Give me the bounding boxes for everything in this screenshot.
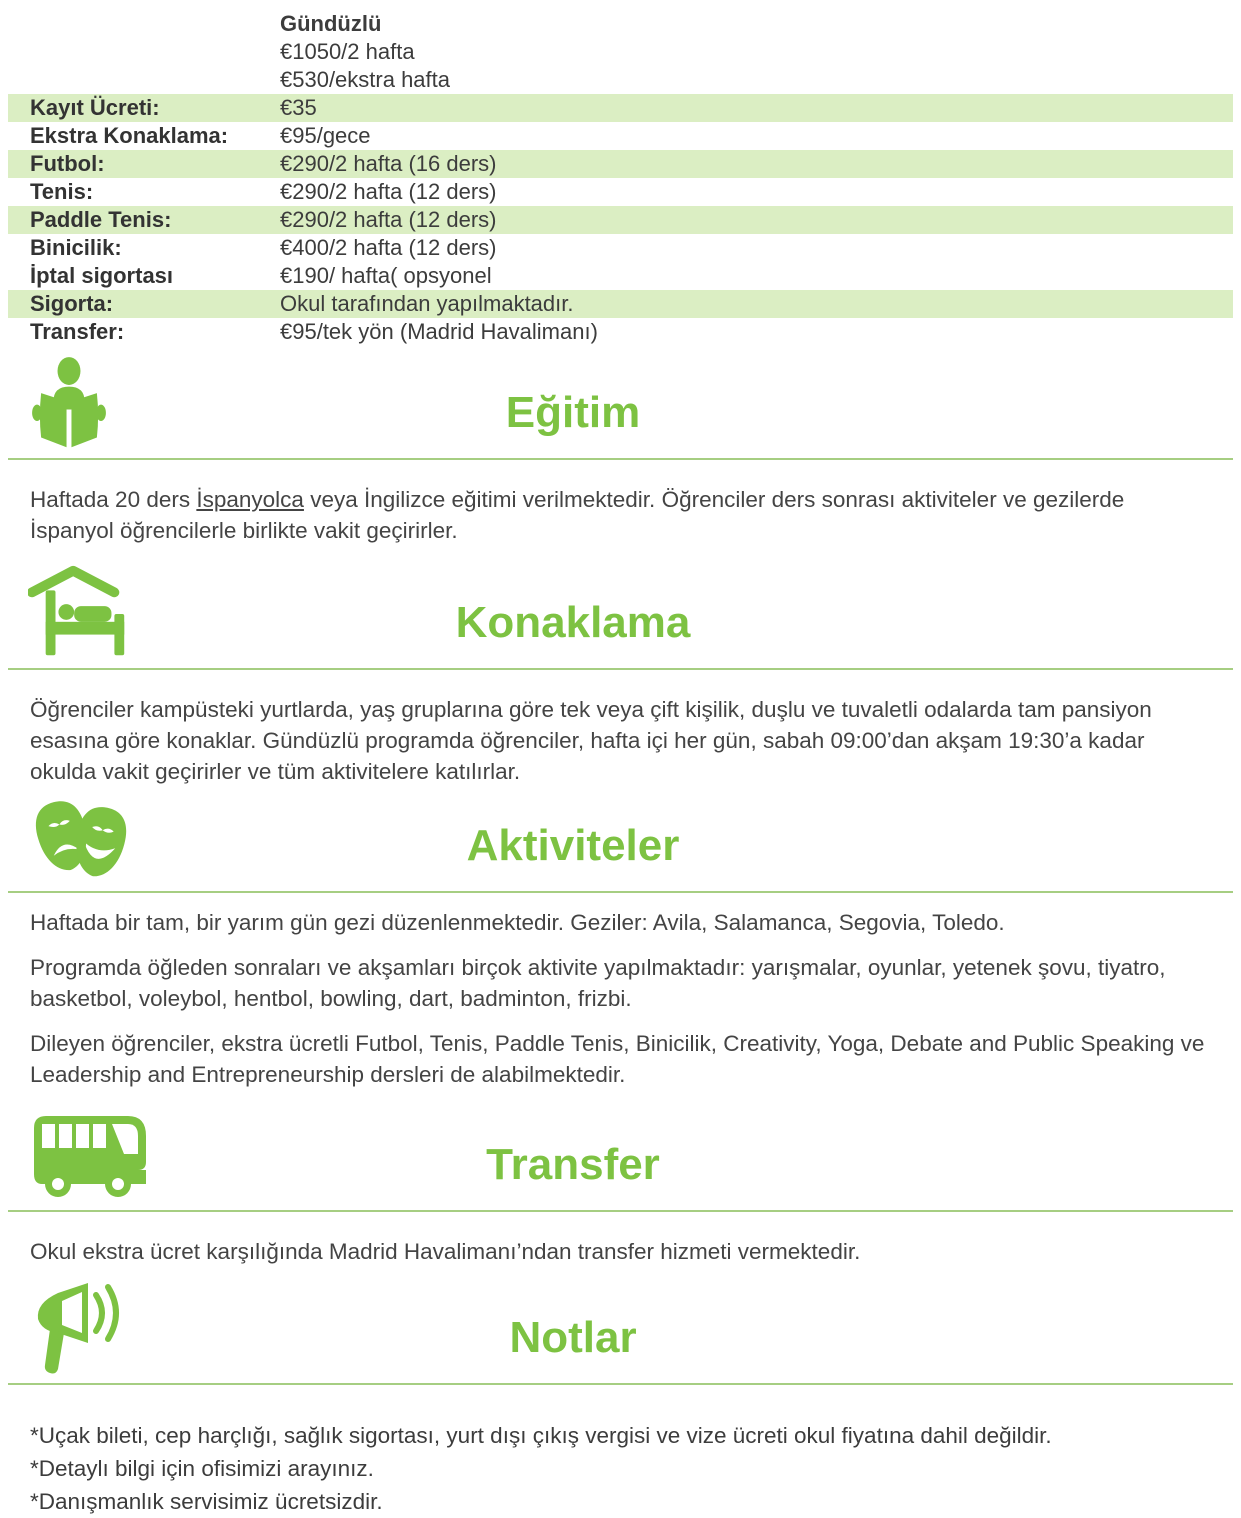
egitim-paragraph xyxy=(30,484,1211,546)
table-row xyxy=(8,234,1233,262)
section-header-notlar xyxy=(8,1283,1233,1385)
table-row xyxy=(8,178,1233,206)
konaklama-paragraph: Öğrenciler kampüsteki yurtlarda, yaş gruplarına göre tek veya çift kişilik, duşlu ve tuvaletli odalarda tam pansiyon esasına göre konaklar. Gündüzlü programda öğrenciler, hafta içi her gün, sabah 09:00’dan akşam 19:30’a kadar okulda vakit geçirirler ve tüm aktivitelere katılırlar. xyxy=(30,697,1152,784)
row-label: Sigorta: xyxy=(30,291,114,316)
program-price-line: €1050/2 hafta xyxy=(280,39,415,64)
program-type-label: Gündüzlü xyxy=(280,11,382,36)
aktiviteler-paragraph-2: Programda öğleden sonraları ve akşamları birçok aktivite yapılmaktadır: yarışmalar, oyunlar, yetenek şovu, tiyatro, basketbol, voleybol, hentbol, bowling, dart, badminton, frizbi. xyxy=(30,955,1166,1011)
pricing-table xyxy=(0,0,1241,346)
row-label: Binicilik: xyxy=(30,235,122,260)
section-header-egitim xyxy=(8,354,1233,460)
row-label: Paddle Tenis: xyxy=(30,207,172,232)
transfer-paragraph: Okul ekstra ücret karşılığında Madrid Havalimanı’ndan transfer hizmeti vermektedir. xyxy=(30,1239,861,1264)
row-label: Tenis: xyxy=(30,179,94,204)
row-value: €290/2 hafta (16 ders) xyxy=(280,151,497,176)
egitim-text: Haftada 20 ders xyxy=(30,487,197,512)
note-line: *Detaylı bilgi için ofisimizi arayınız. xyxy=(30,1456,374,1481)
section-title: Aktiviteler xyxy=(466,821,680,870)
table-row xyxy=(8,290,1233,318)
row-value: €400/2 hafta (12 ders) xyxy=(280,235,497,260)
note-line: *Uçak bileti, cep harçlığı, sağlık sigortası, yurt dışı çıkış vergisi ve vize ücreti okul fiyatına dahil değildir. xyxy=(30,1423,1052,1448)
note-line: *Danışmanlık servisimiz ücretsizdir. xyxy=(30,1489,383,1514)
row-value: €95/tek yön (Madrid Havalimanı) xyxy=(280,319,598,344)
section-header-aktiviteler xyxy=(8,799,1233,893)
program-extra-week-line: €530/ekstra hafta xyxy=(280,67,451,92)
row-value: Okul tarafından yapılmaktadır. xyxy=(280,291,574,316)
table-row xyxy=(8,122,1233,150)
egitim-underlined-word: İspanyolca xyxy=(196,487,304,512)
section-title: Eğitim xyxy=(505,388,641,437)
table-row xyxy=(8,150,1233,178)
table-row xyxy=(8,206,1233,234)
row-label: Transfer: xyxy=(30,319,125,344)
row-label: Kayıt Ücreti: xyxy=(30,95,160,120)
row-value: €95/gece xyxy=(280,123,371,148)
pricing-header xyxy=(0,10,1241,94)
table-row xyxy=(8,262,1233,290)
section-title: Notlar xyxy=(509,1313,637,1362)
table-row xyxy=(8,94,1233,122)
section-header-konaklama xyxy=(8,562,1233,670)
aktiviteler-paragraph-1: Haftada bir tam, bir yarım gün gezi düzenlenmektedir. Geziler: Avila, Salamanca, Segovia, Toledo. xyxy=(30,910,1005,935)
section-title: Konaklama xyxy=(455,598,691,647)
section-title: Transfer xyxy=(486,1140,660,1189)
row-label: Futbol: xyxy=(30,151,105,176)
row-value: €290/2 hafta (12 ders) xyxy=(280,207,497,232)
row-value: €190/ hafta( opsyonel xyxy=(280,263,492,288)
aktiviteler-paragraph-3: Dileyen öğrenciler, ekstra ücretli Futbol, Tenis, Paddle Tenis, Binicilik, Creativity, Yoga, Debate and Public Speaking ve Leadership and Entrepreneurship dersleri de alabilmektedir. xyxy=(30,1031,1205,1087)
notes-block xyxy=(30,1419,1211,1518)
row-value: €35 xyxy=(280,95,317,120)
row-label: Ekstra Konaklama: xyxy=(30,123,229,148)
section-header-transfer xyxy=(8,1106,1233,1212)
table-row xyxy=(8,318,1233,346)
row-label: İptal sigortası xyxy=(30,263,174,288)
row-value: €290/2 hafta (12 ders) xyxy=(280,179,497,204)
egitim-text: veya İngilizce eğitimi verilmektedir. Öğrenciler ders sonrası aktiviteler ve gezilerde İspanyol öğrencilerle birlikte vakit geçirirler. xyxy=(30,487,1125,543)
